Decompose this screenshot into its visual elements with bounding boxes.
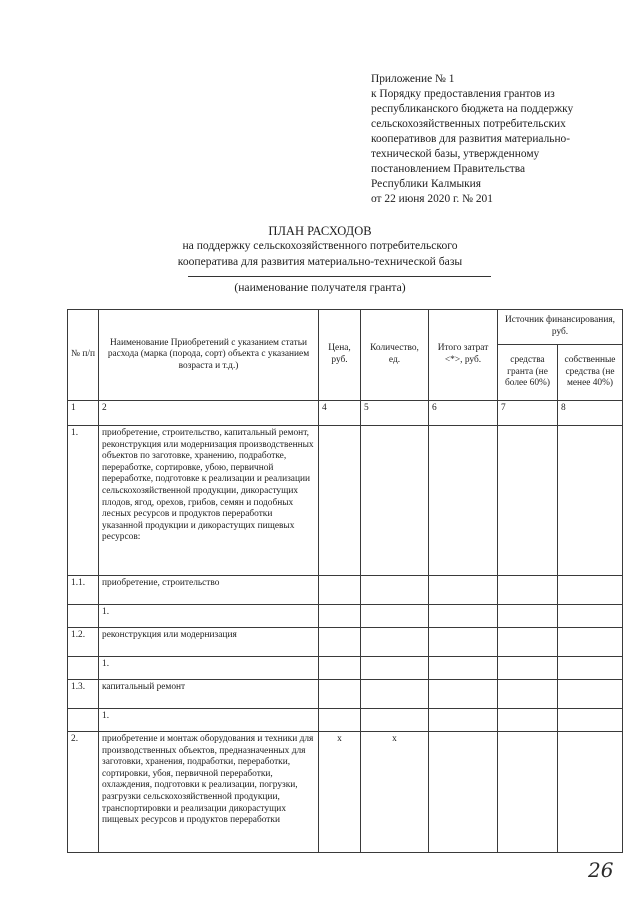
row-text: капитальный ремонт [99, 680, 319, 709]
row-number: 1.3. [68, 680, 99, 709]
table-row [68, 576, 623, 605]
total-cell [429, 657, 498, 680]
quantity-cell [361, 605, 429, 628]
header-name: Наименование Приобретений с указанием статьи расхода (марка (порода, сорт) объекта с указанием возраста и т.д.) [99, 310, 319, 401]
recipient-line [188, 276, 491, 277]
grant-cell [498, 732, 558, 853]
total-cell [429, 426, 498, 576]
header-total: Итого затрат <*>, руб. [429, 310, 498, 401]
quantity-cell [361, 680, 429, 709]
own-cell [558, 628, 623, 657]
own-cell [558, 657, 623, 680]
row-text: 1. [99, 605, 319, 628]
appendix-line: сельскохозяйственных потребительских [371, 118, 566, 130]
own-cell [558, 576, 623, 605]
expense-table [67, 309, 623, 853]
recipient-label: (наименование получателя гранта) [234, 281, 406, 294]
own-cell [558, 709, 623, 732]
column-number: 4 [319, 401, 361, 426]
own-cell [558, 605, 623, 628]
appendix-line: к Порядку предоставления грантов из [371, 88, 555, 100]
grant-cell [498, 709, 558, 732]
total-cell [429, 605, 498, 628]
header-quantity: Количество, ед. [361, 310, 429, 401]
appendix-line: республиканского бюджета на поддержку [371, 103, 574, 115]
own-cell [558, 732, 623, 853]
price-cell [319, 628, 361, 657]
row-text: приобретение и монтаж оборудования и техники для производственных объектов, предназначенных для заготовки, хранения, подработки, переработки, сортировки, убоя, первичной переработки, охлаждения, подготовки к реализации, погрузки, разгрузки сельскохозяйственной продукции, транспортировки и реализации дикорастущих пищевых ресурсов и продуктов переработки [99, 732, 319, 853]
grant-cell [498, 657, 558, 680]
appendix-line: Приложение № 1 [371, 73, 455, 85]
appendix-block [371, 72, 631, 207]
grant-cell [498, 426, 558, 576]
price-cell: x [319, 732, 361, 853]
column-number: 6 [429, 401, 498, 426]
row-text: 1. [99, 709, 319, 732]
quantity-cell [361, 426, 429, 576]
row-number [68, 657, 99, 680]
row-text: приобретение, строительство, капитальный ремонт, реконструкция или модернизация производственных объектов по заготовке, хранению, подработке, переработке, сортировке, убою, первичной переработке, подготовке к реализации и реализации сельскохозяйственной продукции, дикорастущих плодов, ягод, орехов, грибов, семян и подобных лесных ресурсов и продуктов переработки указанной продукции и дикорастущих пищевых ресурсов: [99, 426, 319, 576]
table-row [68, 732, 623, 853]
own-cell [558, 426, 623, 576]
plan-title: ПЛАН РАСХОДОВ [268, 224, 372, 238]
quantity-cell: x [361, 732, 429, 853]
header-grant: средства гранта (не более 60%) [498, 345, 558, 401]
grant-cell [498, 680, 558, 709]
column-number-row [68, 401, 623, 426]
page-number: 26 [588, 858, 614, 882]
table-row [68, 605, 623, 628]
column-number: 1 [68, 401, 99, 426]
total-cell [429, 628, 498, 657]
grant-cell [498, 605, 558, 628]
appendix-line: кооперативов для развития материально- [371, 133, 571, 145]
appendix-line: Республики Калмыкия [371, 178, 482, 190]
row-number: 1.2. [68, 628, 99, 657]
price-cell [319, 657, 361, 680]
row-text: приобретение, строительство [99, 576, 319, 605]
row-text: 1. [99, 657, 319, 680]
row-number: 1.1. [68, 576, 99, 605]
price-cell [319, 709, 361, 732]
table-row [68, 680, 623, 709]
column-number: 2 [99, 401, 319, 426]
row-number [68, 709, 99, 732]
appendix-line: постановлением Правительства [371, 163, 526, 175]
appendix-line: технической базы, утвержденному [371, 148, 540, 160]
grant-cell [498, 576, 558, 605]
table-row [68, 657, 623, 680]
price-cell [319, 576, 361, 605]
total-cell [429, 576, 498, 605]
price-cell [319, 426, 361, 576]
header-price: Цена, руб. [319, 310, 361, 401]
header-row [68, 310, 623, 345]
row-number [68, 605, 99, 628]
row-number: 2. [68, 732, 99, 853]
quantity-cell [361, 709, 429, 732]
column-number: 8 [558, 401, 623, 426]
grant-cell [498, 628, 558, 657]
header-own: собственные средства (не менее 40%) [558, 345, 623, 401]
row-text: реконструкция или модернизация [99, 628, 319, 657]
column-number: 7 [498, 401, 558, 426]
price-cell [319, 605, 361, 628]
header-source: Источник финансирования, руб. [498, 310, 623, 345]
row-number: 1. [68, 426, 99, 576]
total-cell [429, 709, 498, 732]
table-row [68, 709, 623, 732]
table-row [68, 426, 623, 576]
total-cell [429, 732, 498, 853]
table-row [68, 628, 623, 657]
appendix-line: от 22 июня 2020 г. № 201 [371, 193, 493, 205]
quantity-cell [361, 628, 429, 657]
header-num: № п/п [68, 310, 99, 401]
total-cell [429, 680, 498, 709]
quantity-cell [361, 576, 429, 605]
quantity-cell [361, 657, 429, 680]
plan-subtitle: на поддержку сельскохозяйственного потребительского [182, 239, 458, 252]
plan-subtitle: кооператива для развития материально-технической базы [177, 255, 463, 268]
price-cell [319, 680, 361, 709]
own-cell [558, 680, 623, 709]
column-number: 5 [361, 401, 429, 426]
